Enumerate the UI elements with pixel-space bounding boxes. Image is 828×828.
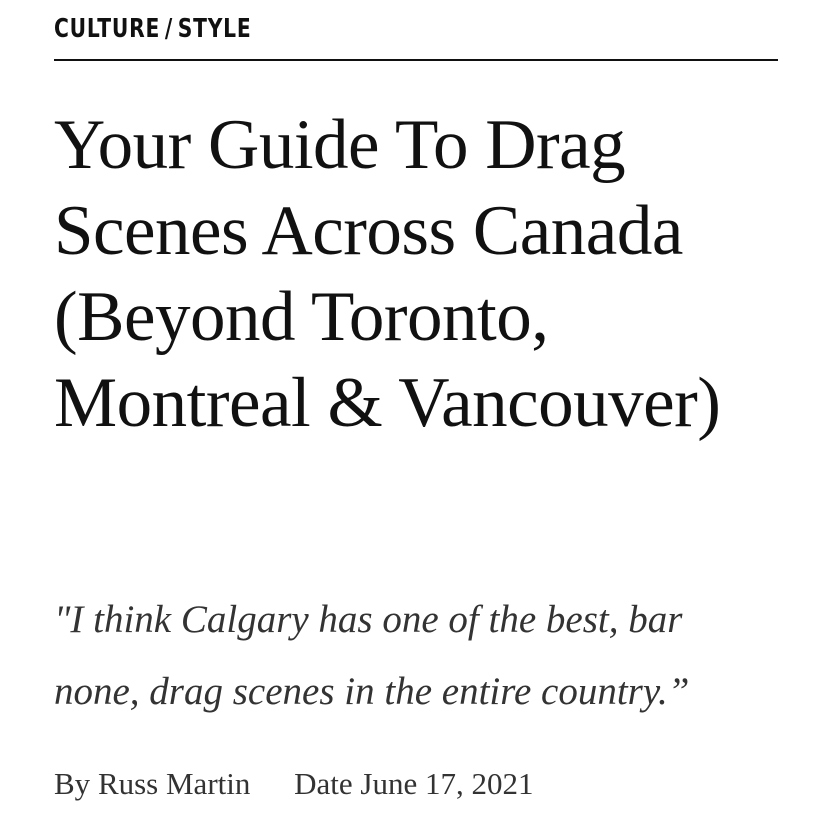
article-dek: "I think Calgary has one of the best, bar none, drag scenes in the entire country.”	[54, 598, 690, 713]
subcategory-link[interactable]: STYLE	[177, 14, 252, 44]
divider	[54, 59, 778, 61]
byline	[54, 766, 533, 802]
category-link[interactable]: CULTURE	[54, 14, 161, 44]
author-link[interactable]: Russ Martin	[97, 766, 251, 801]
date-group	[294, 766, 533, 801]
publish-date: June 17, 2021	[360, 766, 534, 801]
date-label: Date	[294, 766, 353, 801]
by-label: By	[54, 766, 91, 801]
article-title: Your Guide To Drag Scenes Across Canada (Beyond Toronto, Montreal & Vancouver)	[54, 106, 721, 442]
section-breadcrumb	[54, 14, 252, 44]
breadcrumb-separator: /	[164, 14, 174, 44]
